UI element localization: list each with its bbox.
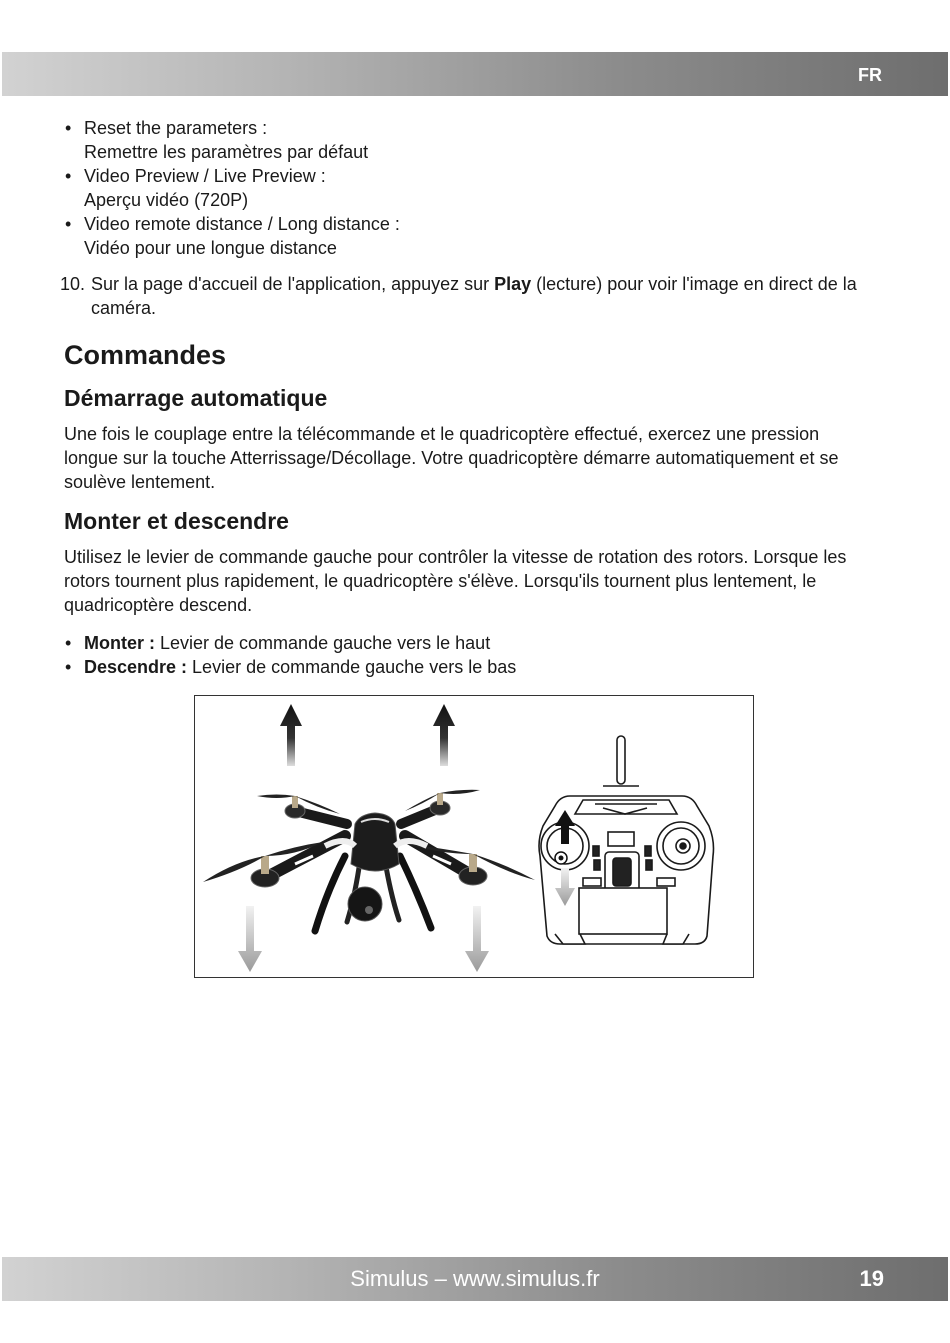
app-options-list — [64, 116, 864, 260]
step-text-after: (lecture) pour voir l'image en direct de la caméra. — [91, 274, 857, 318]
footer-bar — [2, 1257, 948, 1301]
up-arrow-icon — [433, 704, 455, 766]
option-label: Video remote distance / Long distance : — [84, 214, 400, 234]
command-label: Descendre : — [84, 657, 188, 677]
illustration — [195, 696, 753, 977]
command-text: Levier de commande gauche vers le haut — [155, 633, 491, 653]
header-bar — [2, 52, 948, 96]
option-translation: Remettre les paramètres par défaut — [84, 142, 369, 162]
page-content — [60, 116, 864, 679]
up-arrow-icon — [280, 704, 302, 766]
option-label: Reset the parameters : — [84, 118, 268, 138]
list-item — [64, 116, 864, 164]
option-translation: Vidéo pour une longue distance — [84, 238, 337, 258]
drone-controller-figure — [194, 695, 754, 978]
option-translation: Aperçu vidéo (720P) — [84, 190, 249, 210]
option-label: Video Preview / Live Preview : — [84, 166, 326, 186]
up-down-text: Utilisez le levier de commande gauche pour contrôler la vitesse de rotation des rotors. Lorsque les rotors tournent plus rapidement, le quadricoptère s'élève. Lorsqu'ils tournent plus lentement, le quadricoptère descend. — [64, 547, 847, 615]
step-bold-play: Play — [494, 274, 532, 294]
down-arrow-icon — [238, 906, 262, 972]
step-10 — [60, 272, 864, 320]
list-item — [64, 655, 864, 679]
command-text: Levier de commande gauche vers le bas — [187, 657, 517, 677]
auto-start-text: Une fois le couplage entre la télécommande et le quadricoptère effectué, exercez une pression longue sur la touche Atterrissage/Décollage. Votre quadricoptère démarre automatiquement et se soulève lentement. — [64, 424, 839, 492]
command-list — [64, 631, 864, 679]
step-text-before: Sur la page d'accueil de l'application, appuyez sur — [91, 274, 495, 294]
step-number: 10. — [60, 274, 86, 294]
footer-text: Simulus – www.simulus.fr — [350, 1266, 600, 1291]
list-item — [64, 631, 864, 655]
auto-start-title: Démarrage automatique — [64, 385, 328, 411]
section-title: Commandes — [64, 340, 227, 370]
command-label: Monter : — [84, 633, 155, 653]
up-down-title: Monter et descendre — [64, 508, 289, 534]
left-stick-icon — [555, 852, 567, 864]
list-item — [64, 212, 864, 260]
language-label: FR — [858, 65, 882, 85]
list-item — [64, 164, 864, 212]
down-arrow-icon — [465, 906, 489, 972]
page-number: 19 — [859, 1266, 884, 1291]
